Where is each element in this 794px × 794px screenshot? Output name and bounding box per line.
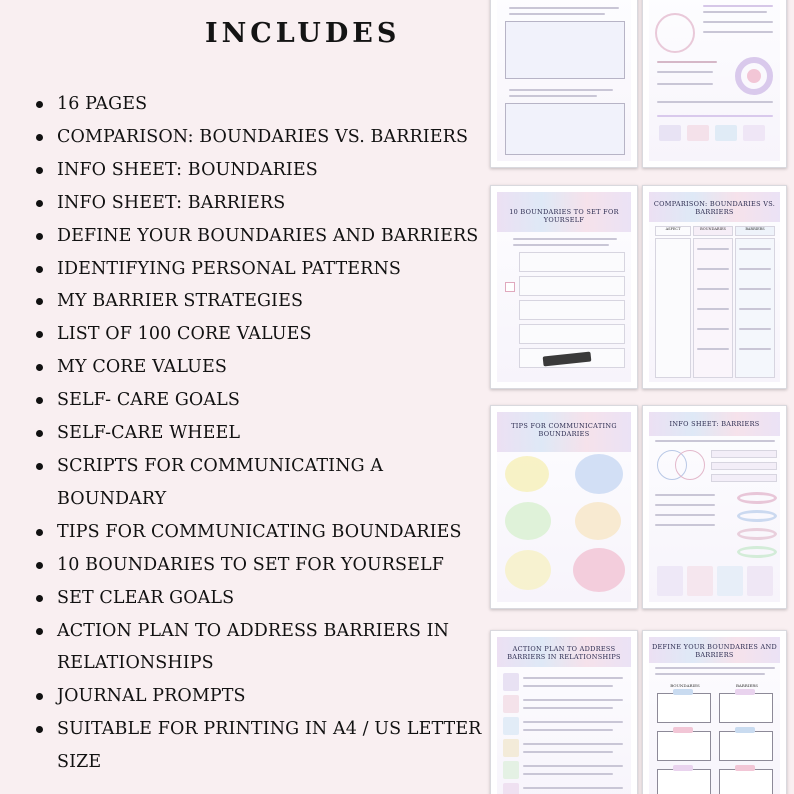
decorative-circle	[655, 13, 695, 53]
ring-icon	[737, 510, 777, 522]
feature-item: INFO SHEET: BOUNDARIES	[30, 154, 485, 187]
text-line	[697, 248, 729, 250]
step-label	[503, 695, 519, 713]
text-line	[697, 288, 729, 290]
table-header-cell: BOUNDARIES	[693, 226, 733, 236]
table-header-cell: BARRIERS	[735, 226, 775, 236]
info-row	[711, 450, 777, 458]
text-line	[523, 743, 623, 745]
text-line	[523, 707, 613, 709]
step-chip	[715, 125, 737, 141]
text-line	[697, 268, 729, 270]
step-chip	[659, 125, 681, 141]
text-line	[655, 494, 715, 496]
text-line	[523, 787, 623, 789]
feature-item: SCRIPTS FOR COMMUNICATING A BOUNDARY	[30, 450, 485, 516]
tape-strip	[673, 765, 693, 771]
text-line	[703, 31, 773, 33]
checkbox-icon	[505, 282, 515, 292]
text-line	[655, 504, 715, 506]
ring-icon	[737, 546, 777, 558]
page-thumbnail-ten-boundaries	[490, 185, 638, 389]
page-thumbnail-tips	[490, 405, 638, 609]
tape-strip	[735, 689, 755, 695]
feature-item: MY CORE VALUES	[30, 351, 485, 384]
text-line	[657, 83, 713, 85]
ring-icon	[737, 528, 777, 540]
page-thumbnail-info-barriers	[642, 405, 787, 609]
step-chip	[687, 125, 709, 141]
page-thumbnail-action-plan	[490, 630, 638, 794]
text-line	[657, 115, 773, 117]
watercolor-blob	[573, 548, 625, 592]
text-line	[657, 61, 717, 63]
strategy-card	[747, 566, 773, 596]
feature-item: 10 BOUNDARIES TO SET FOR YOURSELF	[30, 549, 485, 582]
step-label	[503, 739, 519, 757]
feature-item: MY BARRIER STRATEGIES	[30, 285, 485, 318]
step-label	[503, 761, 519, 779]
list-row	[519, 276, 625, 296]
feature-item: LIST OF 100 CORE VALUES	[30, 318, 485, 351]
text-line	[657, 101, 773, 103]
info-row	[711, 474, 777, 482]
thumbnail-title: TIPS FOR COMMUNICATING BOUNDARIES	[511, 422, 617, 438]
writing-box	[657, 693, 711, 723]
text-line	[523, 729, 613, 731]
text-line	[739, 348, 771, 350]
step-label	[503, 717, 519, 735]
table-cell	[655, 238, 691, 378]
page-thumbnail-worksheet	[490, 0, 638, 168]
thumbnail-title: 10 BOUNDARIES TO SET FOR YOURSELF	[509, 208, 619, 224]
text-line	[513, 244, 609, 246]
tape-strip	[735, 765, 755, 771]
text-line	[523, 685, 613, 687]
text-line	[509, 95, 597, 97]
text-line	[703, 5, 773, 7]
text-line	[509, 89, 613, 91]
list-row	[519, 300, 625, 320]
text-line	[703, 21, 773, 23]
tape-strip	[735, 727, 755, 733]
text-line	[697, 308, 729, 310]
watercolor-blob	[505, 502, 551, 540]
page-thumbnail-define	[642, 630, 787, 794]
wheel-center-icon	[747, 69, 761, 83]
strategy-card	[657, 566, 683, 596]
writing-box	[719, 731, 773, 761]
text-line	[655, 440, 775, 442]
list-row	[519, 252, 625, 272]
text-line	[739, 268, 771, 270]
watercolor-blob	[505, 550, 551, 590]
text-line	[655, 673, 765, 675]
thumbnail-title: COMPARISON: BOUNDARIES VS. BARRIERS	[653, 200, 776, 216]
writing-box	[719, 769, 773, 794]
feature-item: SELF- CARE GOALS	[30, 384, 485, 417]
venn-circle	[675, 450, 705, 480]
text-line	[509, 13, 605, 15]
text-line	[655, 524, 715, 526]
text-line	[513, 238, 617, 240]
feature-list	[30, 88, 485, 779]
list-row	[519, 324, 625, 344]
page-title: INCLUDES	[205, 18, 401, 49]
writing-box	[657, 731, 711, 761]
text-line	[739, 248, 771, 250]
text-line	[697, 348, 729, 350]
table-header-cell: ASPECT	[655, 226, 691, 236]
thumbnail-title: DEFINE YOUR BOUNDARIES AND BARRIERS	[651, 643, 777, 659]
text-line	[523, 751, 613, 753]
step-chip	[743, 125, 765, 141]
writing-box	[505, 21, 625, 79]
info-row	[711, 462, 777, 470]
strategy-card	[687, 566, 713, 596]
feature-item: IDENTIFYING PERSONAL PATTERNS	[30, 253, 485, 286]
text-line	[697, 328, 729, 330]
feature-item: TIPS FOR COMMUNICATING BOUNDARIES	[30, 516, 485, 549]
feature-item: SUITABLE FOR PRINTING IN A4 / US LETTER SIZE	[30, 713, 485, 779]
text-line	[523, 699, 623, 701]
feature-item: SET CLEAR GOALS	[30, 582, 485, 615]
text-line	[739, 328, 771, 330]
ring-icon	[737, 492, 777, 504]
tape-strip	[673, 727, 693, 733]
text-line	[655, 514, 715, 516]
page-thumbnail-comparison	[642, 185, 787, 389]
feature-item: INFO SHEET: BARRIERS	[30, 187, 485, 220]
writing-box	[719, 693, 773, 723]
watercolor-blob	[575, 502, 621, 540]
page-thumbnail-info-boundaries	[642, 0, 787, 168]
feature-item: ACTION PLAN TO ADDRESS BARRIERS IN RELATIONSHIPS	[30, 615, 485, 681]
text-line	[523, 677, 623, 679]
tape-strip	[673, 689, 693, 695]
column-header: BOUNDARIES	[670, 683, 700, 688]
text-line	[657, 71, 713, 73]
feature-item: SELF-CARE WHEEL	[30, 417, 485, 450]
thumbnail-title: ACTION PLAN TO ADDRESS BARRIERS IN RELATIONSHIPS	[507, 645, 621, 661]
watercolor-blob	[505, 456, 549, 492]
text-line	[739, 288, 771, 290]
step-label	[503, 673, 519, 691]
text-line	[523, 773, 613, 775]
text-line	[703, 11, 767, 13]
step-label	[503, 783, 519, 794]
text-line	[739, 308, 771, 310]
text-line	[523, 765, 623, 767]
text-line	[523, 721, 623, 723]
feature-item: JOURNAL PROMPTS	[30, 680, 485, 713]
writing-box	[657, 769, 711, 794]
strategy-card	[717, 566, 743, 596]
feature-item: 16 PAGES	[30, 88, 485, 121]
text-line	[655, 667, 775, 669]
watercolor-blob	[575, 454, 623, 494]
text-line	[509, 7, 619, 9]
column-header: BARRIERS	[735, 683, 759, 688]
writing-box	[505, 103, 625, 155]
thumbnail-title: INFO SHEET: BARRIERS	[669, 420, 760, 428]
feature-item: COMPARISON: BOUNDARIES VS. BARRIERS	[30, 121, 485, 154]
feature-item: DEFINE YOUR BOUNDARIES AND BARRIERS	[30, 220, 485, 253]
